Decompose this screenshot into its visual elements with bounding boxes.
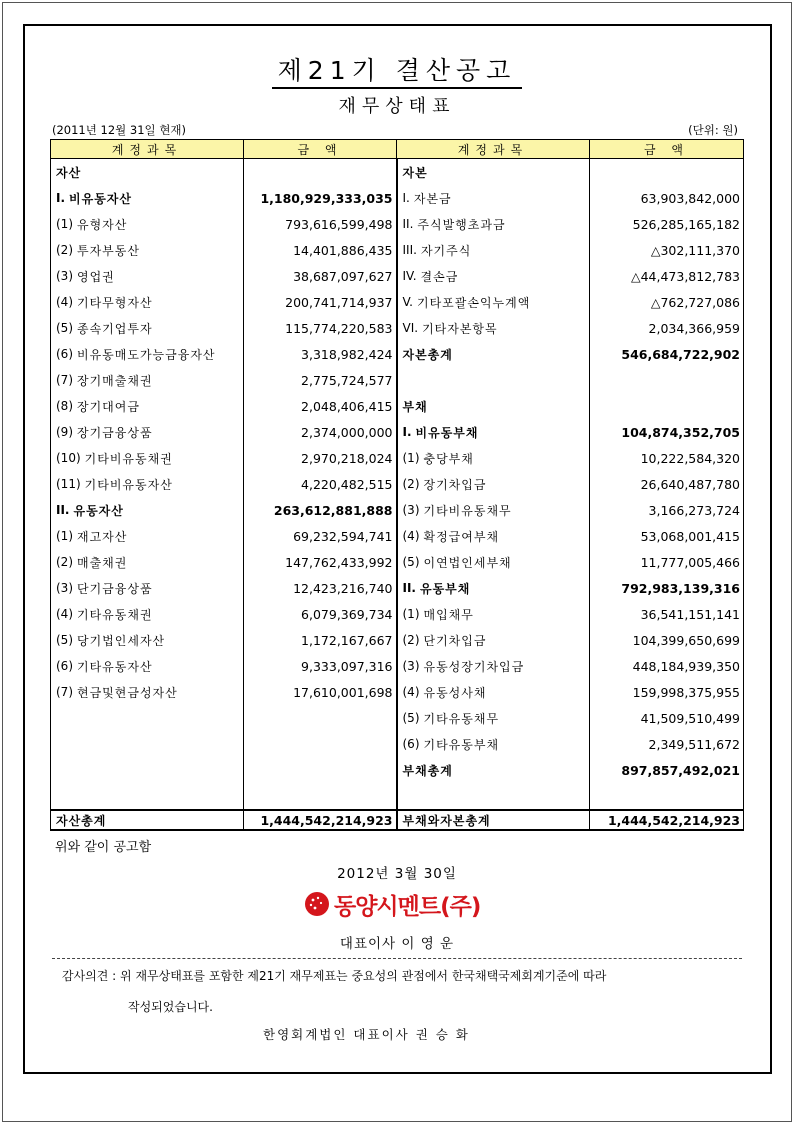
table-row [51, 289, 744, 315]
right-amount-cell: 41,509,510,499 [590, 705, 744, 731]
left-account-header: 계정과목 [51, 140, 244, 159]
left-amount-cell: 2,374,000,000 [244, 419, 397, 445]
left-account-number: (11) [56, 477, 81, 491]
table-row [51, 731, 744, 757]
right-account-number: (4) [402, 529, 420, 543]
left-account-cell [51, 653, 244, 679]
right-account-label: 기타포괄손익누계액 [416, 295, 531, 310]
right-account-number: (2) [402, 477, 420, 491]
total-liab-equity-label: 부채와자본총계 [397, 810, 590, 830]
audit-opinion-line1: 감사의견 : 위 재무상태표를 포함한 제21기 재무제표는 중요성의 관점에서 한국채택국제회계기준에 따라 [62, 969, 607, 983]
right-account-label: 기타유동부채 [423, 737, 500, 752]
right-account-cell [397, 211, 590, 237]
table-row [51, 367, 744, 393]
right-account-number: (2) [402, 633, 420, 647]
divider [52, 958, 742, 959]
left-account-cell [51, 705, 244, 731]
table-row [51, 419, 744, 445]
left-amount-cell: 263,612,881,888 [244, 497, 397, 523]
left-account-label: 매출채권 [77, 555, 128, 570]
left-account-cell [51, 471, 244, 497]
right-amount-cell: 2,349,511,672 [590, 731, 744, 757]
left-account-label: 비유동매도가능금융자산 [77, 347, 216, 362]
right-account-cell [397, 523, 590, 549]
left-amount-cell: 793,616,599,498 [244, 211, 397, 237]
left-account-cell [51, 341, 244, 367]
right-amount-cell: 897,857,492,021 [590, 757, 744, 783]
left-account-cell [51, 523, 244, 549]
right-account-label: 충당부채 [423, 451, 474, 466]
left-account-number: (9) [56, 425, 73, 439]
table-row [51, 159, 744, 186]
left-amount-cell [244, 731, 397, 757]
left-account-label: 유형자산 [77, 217, 128, 232]
right-account-number: II. [402, 581, 416, 595]
left-account-cell [51, 757, 244, 783]
right-account-cell [397, 497, 590, 523]
company-logo [304, 887, 480, 921]
right-account-cell [397, 549, 590, 575]
left-amount-cell: 147,762,433,992 [244, 549, 397, 575]
left-account-label: 유동자산 [73, 503, 124, 518]
auditor-signature: 한영회계법인 대표이사 권 승 화 [263, 1027, 470, 1042]
right-account-cell [397, 757, 590, 783]
left-amount-cell: 2,048,406,415 [244, 393, 397, 419]
right-account-cell [397, 367, 590, 393]
ceo-signature: 대표이사 이 영 운 [339, 936, 455, 952]
left-account-label: 기타유동채권 [77, 607, 153, 622]
right-account-label: 유동성사채 [423, 685, 487, 700]
left-account-cell [51, 497, 244, 523]
right-amount-cell: 104,399,650,699 [590, 627, 744, 653]
table-row [51, 315, 744, 341]
left-amount-cell: 2,775,724,577 [244, 367, 397, 393]
right-amount-cell [590, 783, 744, 810]
right-account-label: 기타유동채무 [423, 711, 500, 726]
left-account-number: I. [56, 191, 66, 205]
right-account-number: III. [402, 243, 417, 257]
right-account-number: I. [402, 191, 410, 205]
right-amount-cell: 53,068,001,415 [590, 523, 744, 549]
right-amount-cell: 10,222,584,320 [590, 445, 744, 471]
table-row [51, 549, 744, 575]
right-account-cell [397, 185, 590, 211]
table-header-row [51, 140, 744, 159]
right-account-cell [397, 237, 590, 263]
left-amount-cell: 6,079,369,734 [244, 601, 397, 627]
table-row [51, 575, 744, 601]
right-account-cell [397, 783, 590, 810]
right-account-cell [397, 575, 590, 601]
left-account-cell [51, 211, 244, 237]
total-liab-equity-amount: 1,444,542,214,923 [590, 810, 744, 830]
left-account-number: (5) [56, 321, 73, 335]
notice-statement: 위와 같이 공고함 [55, 840, 152, 855]
total-assets-label: 자산총계 [51, 810, 244, 830]
right-amount-cell: 63,903,842,000 [590, 185, 744, 211]
right-amount-cell: 546,684,722,902 [590, 341, 744, 367]
right-account-cell [397, 653, 590, 679]
left-amount-cell [244, 159, 397, 186]
left-amount-cell: 1,172,167,667 [244, 627, 397, 653]
left-amount-header: 금 액 [244, 140, 397, 159]
right-amount-cell: 2,034,366,959 [590, 315, 744, 341]
table-row [51, 237, 744, 263]
left-account-cell [51, 159, 244, 186]
left-account-label: 기타비유동채권 [84, 451, 173, 466]
right-account-cell [397, 289, 590, 315]
right-amount-cell: △762,727,086 [590, 289, 744, 315]
right-account-label: 자기주식 [420, 243, 472, 258]
table-row [51, 211, 744, 237]
table-row [51, 601, 744, 627]
left-account-cell [51, 679, 244, 705]
right-account-cell [397, 159, 590, 186]
right-account-label: 매입채무 [423, 607, 474, 622]
right-account-number: (6) [402, 737, 420, 751]
left-account-number: (3) [56, 269, 73, 283]
right-account-number: (5) [402, 711, 420, 725]
right-amount-cell: 11,777,005,466 [590, 549, 744, 575]
left-account-cell [51, 367, 244, 393]
table-row [51, 497, 744, 523]
right-amount-cell: △44,473,812,783 [590, 263, 744, 289]
left-account-label: 장기대여금 [77, 399, 140, 414]
left-account-label: 자산 [56, 165, 82, 180]
left-account-cell [51, 601, 244, 627]
table-row [51, 523, 744, 549]
right-account-cell [397, 315, 590, 341]
left-account-cell [51, 445, 244, 471]
right-amount-cell: 36,541,151,141 [590, 601, 744, 627]
left-account-number: (7) [56, 685, 73, 699]
left-amount-cell: 17,610,001,698 [244, 679, 397, 705]
left-account-cell [51, 627, 244, 653]
left-account-number: (2) [56, 555, 73, 569]
right-amount-cell [590, 159, 744, 186]
right-account-number: VI. [402, 321, 419, 335]
right-amount-cell: 448,184,939,350 [590, 653, 744, 679]
right-account-label: 기타비유동채무 [423, 503, 512, 518]
left-account-label: 종속기업투자 [77, 321, 153, 336]
left-amount-cell [244, 705, 397, 731]
right-account-cell [397, 419, 590, 445]
right-amount-cell: 159,998,375,955 [590, 679, 744, 705]
table-row [51, 445, 744, 471]
table-row [51, 757, 744, 783]
left-account-number: (1) [56, 217, 73, 231]
left-account-label: 장기금융상품 [77, 425, 153, 440]
table-row [51, 341, 744, 367]
right-amount-cell [590, 367, 744, 393]
right-account-label: 비유동부채 [415, 425, 479, 440]
right-amount-header: 금 액 [590, 140, 744, 159]
right-account-cell [397, 731, 590, 757]
right-account-label: 주식발행초과금 [417, 217, 506, 232]
right-amount-cell: 526,285,165,182 [590, 211, 744, 237]
left-account-number: (7) [56, 373, 73, 387]
left-account-cell [51, 263, 244, 289]
right-account-cell [397, 705, 590, 731]
right-amount-cell: 104,874,352,705 [590, 419, 744, 445]
left-account-cell [51, 549, 244, 575]
right-account-label: 부채총계 [402, 763, 453, 778]
left-account-cell [51, 289, 244, 315]
page-title: 제21기 결산공고 [0, 56, 794, 89]
left-account-cell [51, 575, 244, 601]
balance-sheet-body [51, 159, 744, 811]
table-row [51, 679, 744, 705]
right-account-label: 장기차입금 [423, 477, 487, 492]
balance-sheet-table [50, 139, 744, 831]
right-account-number: (5) [402, 555, 420, 569]
left-account-number: (8) [56, 399, 73, 413]
right-account-label: 자본총계 [402, 347, 453, 362]
right-account-number: IV. [402, 269, 417, 283]
right-account-label: 자본금 [413, 191, 452, 206]
right-amount-cell: 792,983,139,316 [590, 575, 744, 601]
left-account-number: (4) [56, 295, 73, 309]
left-amount-cell: 9,333,097,316 [244, 653, 397, 679]
left-amount-cell: 1,180,929,333,035 [244, 185, 397, 211]
left-account-number: (1) [56, 529, 73, 543]
right-account-number: V. [402, 295, 413, 309]
right-account-number: (1) [402, 451, 420, 465]
right-account-header: 계정과목 [397, 140, 590, 159]
right-account-number: (4) [402, 685, 420, 699]
left-account-number: (10) [56, 451, 81, 465]
as-of-date: (2011년 12월 31일 현재) [52, 123, 187, 137]
left-account-number: II. [56, 503, 70, 517]
left-account-number: (6) [56, 347, 73, 361]
left-amount-cell: 115,774,220,583 [244, 315, 397, 341]
right-account-cell [397, 679, 590, 705]
left-account-cell [51, 419, 244, 445]
right-account-number: II. [402, 217, 414, 231]
table-row [51, 393, 744, 419]
left-account-number: (4) [56, 607, 73, 621]
left-account-number: (3) [56, 581, 73, 595]
right-account-cell [397, 393, 590, 419]
right-amount-cell: △302,111,370 [590, 237, 744, 263]
left-account-label: 투자부동산 [77, 243, 140, 258]
right-amount-cell: 26,640,487,780 [590, 471, 744, 497]
right-account-label: 결손금 [420, 269, 459, 284]
right-account-number: (3) [402, 659, 420, 673]
right-account-label: 유동부채 [420, 581, 471, 596]
left-account-label: 당기법인세자산 [77, 633, 166, 648]
left-amount-cell [244, 783, 397, 810]
right-account-label: 단기차입금 [423, 633, 487, 648]
right-account-cell [397, 341, 590, 367]
right-account-label: 확정급여부채 [423, 529, 500, 544]
left-account-label: 영업권 [77, 269, 115, 284]
left-amount-cell: 38,687,097,627 [244, 263, 397, 289]
grand-total-row [51, 810, 744, 830]
left-account-label: 기타무형자산 [77, 295, 153, 310]
right-account-cell [397, 627, 590, 653]
company-logo-icon [304, 891, 330, 917]
right-amount-cell [590, 393, 744, 419]
right-account-number: (3) [402, 503, 420, 517]
left-account-number: (6) [56, 659, 73, 673]
right-account-label: 이연법인세부채 [423, 555, 512, 570]
left-account-label: 기타비유동자산 [84, 477, 173, 492]
left-account-cell [51, 315, 244, 341]
table-row [51, 185, 744, 211]
left-account-label: 비유동자산 [69, 191, 132, 206]
right-account-label: 기타자본항목 [422, 321, 498, 336]
table-row [51, 705, 744, 731]
left-amount-cell: 14,401,886,435 [244, 237, 397, 263]
audit-opinion-line2: 작성되었습니다. [128, 1000, 213, 1014]
left-amount-cell: 200,741,714,937 [244, 289, 397, 315]
table-row [51, 627, 744, 653]
left-amount-cell: 69,232,594,741 [244, 523, 397, 549]
left-account-label: 기타유동자산 [77, 659, 153, 674]
total-assets-amount: 1,444,542,214,923 [244, 810, 397, 830]
unit-label: (단위: 원) [688, 123, 738, 137]
left-account-cell [51, 237, 244, 263]
notice-date: 2012년 3월 30일 [337, 866, 457, 882]
right-account-number: (1) [402, 607, 420, 621]
left-amount-cell: 2,970,218,024 [244, 445, 397, 471]
left-account-cell [51, 783, 244, 810]
left-account-number: (2) [56, 243, 73, 257]
table-row [51, 471, 744, 497]
right-account-cell [397, 445, 590, 471]
right-account-cell [397, 471, 590, 497]
right-account-number: I. [402, 425, 412, 439]
statement-subtitle: 재무상태표 [338, 96, 456, 117]
company-name: 동양시멘트(주) [334, 893, 481, 920]
left-amount-cell [244, 757, 397, 783]
table-row [51, 263, 744, 289]
left-amount-cell: 12,423,216,740 [244, 575, 397, 601]
left-account-label: 현금및현금성자산 [77, 685, 178, 700]
table-row [51, 653, 744, 679]
right-account-cell [397, 263, 590, 289]
left-account-label: 단기금융상품 [77, 581, 153, 596]
right-account-label: 자본 [402, 165, 428, 180]
left-account-number: (5) [56, 633, 73, 647]
table-row [51, 783, 744, 810]
right-account-label: 부채 [402, 399, 428, 414]
right-amount-cell: 3,166,273,724 [590, 497, 744, 523]
left-amount-cell: 4,220,482,515 [244, 471, 397, 497]
left-account-cell [51, 731, 244, 757]
right-account-label: 유동성장기차입금 [423, 659, 525, 674]
right-account-cell [397, 601, 590, 627]
left-account-cell [51, 185, 244, 211]
left-account-label: 장기매출채권 [77, 373, 153, 388]
left-account-label: 재고자산 [77, 529, 128, 544]
left-account-cell [51, 393, 244, 419]
left-amount-cell: 3,318,982,424 [244, 341, 397, 367]
